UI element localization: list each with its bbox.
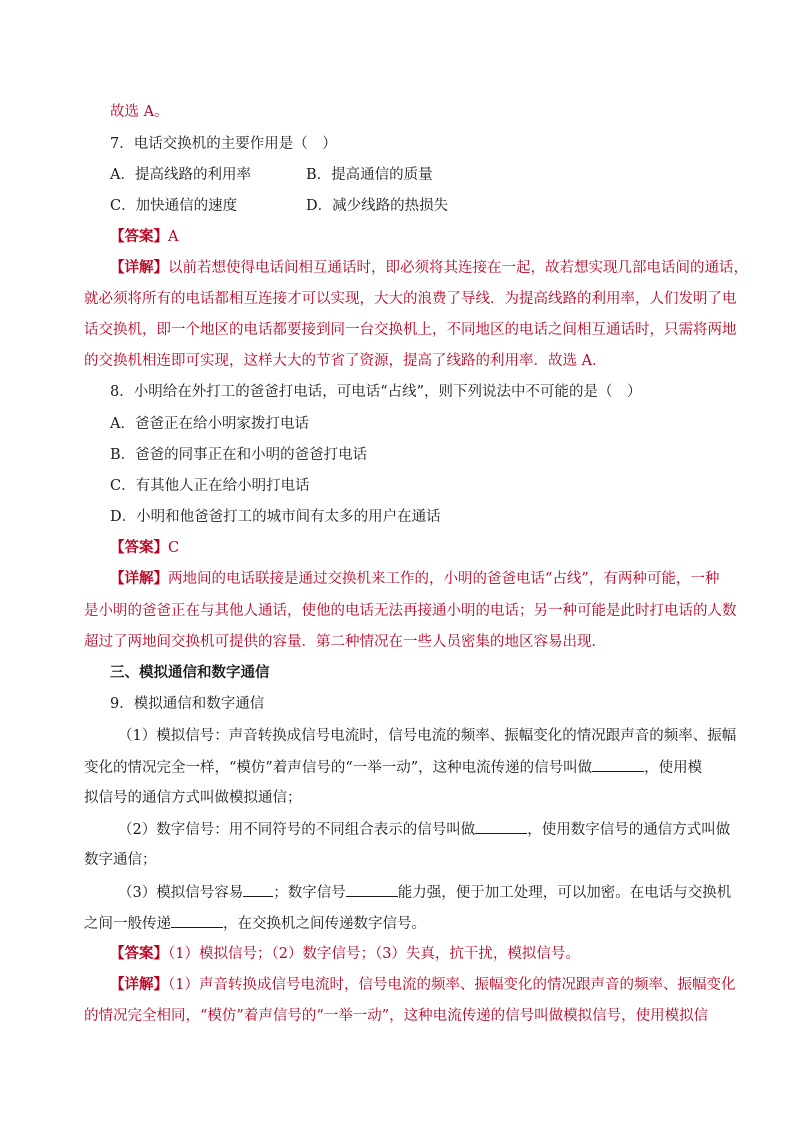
q9-part1-line-1: （1）模拟信号：声音转换成信号电流时，信号电流的频率、振幅变化的情况跟声音的频率、振幅 [118,728,737,744]
q8-option-c: C．有其他人正在给小明打电话 [110,478,310,494]
q8-option-b: B．爸爸的同事正在和小明的爸爸打电话 [110,447,368,463]
answer-tag: 【答案】 [110,945,168,962]
q9-answer [110,944,714,964]
q7-detail-line-2: 就必须将所有的电话都相互连接才可以实现，大大的浪费了导线．为提高线路的利用率，人们发明了电 [84,291,737,307]
detail-tag: 【详解】 [110,976,168,993]
answer-value: C [168,540,180,556]
q8-option-a: A．爸爸正在给小明家拨打电话 [110,416,309,432]
q7-option-c: C．加快通信的速度 [110,198,238,214]
q9-detail-line-2: 的情况完全相同，“模仿”着声信号的“一举一动”，这种电流传递的信号叫做模拟信号，使用模拟信 [84,1008,709,1024]
q9-text: 之间一般传递 [84,916,171,932]
q7-option-b: B．提高通信的质量 [306,167,433,183]
fill-blank [171,913,223,928]
q9-part3-line-1 [118,882,732,903]
q7-answer [110,227,714,247]
q9-text: ，使用模 [644,760,703,776]
q9-text: ；数字信号 [273,885,346,901]
detail-text: 两地间的电话联接是通过交换机来工作的，小明的爸爸电话“占线”，有两种可能，一种 [168,571,720,587]
q8-detail-line-1 [110,569,720,589]
q6-conclusion: 故选 A。 [110,104,169,120]
q7-options-row-2 [110,196,710,216]
q9-text: ，使用数字信号的通信方式叫做 [527,822,731,838]
answer-tag: 【答案】 [110,228,168,245]
q9-part2-line-2: 数字通信； [84,852,157,868]
q8-detail-line-2: 是小明的爸爸正在与其他人通话，使他的电话无法再接通小明的电话；另一种可能是此时打电话的人数 [84,603,737,619]
q7-detail-line-4: 的交换机相连即可实现，这样大大的节省了资源，提高了线路的利用率．故选 A． [84,353,607,369]
q9-part1-line-3: 拟信号的通信方式叫做模拟通信； [84,790,302,806]
detail-tag: 【详解】 [110,570,168,587]
q9-text: ，在交换机之间传递数字信号。 [223,916,426,932]
fill-blank [475,819,527,834]
section-heading: 三、模拟通信和数字通信 [110,664,270,681]
fill-blank [243,882,273,897]
q9-part2-line-1 [118,819,731,840]
q7-option-a: A．提高线路的利用率 [110,167,251,183]
answer-value: （1）模拟信号；（2）数字信号；（3）失真，抗干扰，模拟信号。 [168,946,580,962]
q7-options-row-1 [110,165,710,185]
q9-text: （3）模拟信号容易 [118,885,244,901]
detail-text: （1）声音转换成信号电流时，信号电流的频率、振幅变化的情况跟声音的频率、振幅变化 [168,977,736,993]
q8-detail-line-3: 超过了两地间交换机可提供的容量．第二种情况在一些人员密集的地区容易出现． [84,634,606,650]
q9-text: 能力强，便于加工处理，可以加密。在电话与交换机 [397,885,732,901]
fill-blank [346,882,398,897]
q9-text: （2）数字信号：用不同符号的不同组合表示的信号叫做 [118,822,476,838]
detail-text: 以前若想使得电话间相互通话时，即必须将其连接在一起，故若想实现几部电话间的通话， [168,260,748,276]
answer-value: A [168,229,179,245]
q9-part1-line-2 [84,757,714,778]
answer-tag: 【答案】 [110,539,168,556]
q8-answer [110,538,714,558]
q9-stem: 9．模拟通信和数字通信 [110,696,265,712]
q7-detail-line-3: 话交换机，即一个地区的电话都要接到同一台交换机上，不同地区的电话之间相互通话时，只需将两地 [84,322,737,338]
q7-detail-line-1 [110,258,748,278]
q9-detail-line-1 [110,975,736,995]
q8-option-d: D．小明和他爸爸打工的城市间有太多的用户在通话 [110,509,441,525]
detail-tag: 【详解】 [110,259,168,276]
q7-stem: 7．电话交换机的主要作用是（ ） [110,136,337,152]
fill-blank [592,757,644,772]
q7-option-d: D．减少线路的热损失 [306,198,449,214]
q8-stem: 8．小明给在外打工的爸爸打电话，可电话“占线”，则下列说法中不可能的是（ ） [110,384,642,400]
q9-text: 变化的情况完全一样，“模仿”着声信号的“一举一动”，这种电流传递的信号叫做 [84,760,593,776]
q9-part3-line-2 [84,913,714,934]
